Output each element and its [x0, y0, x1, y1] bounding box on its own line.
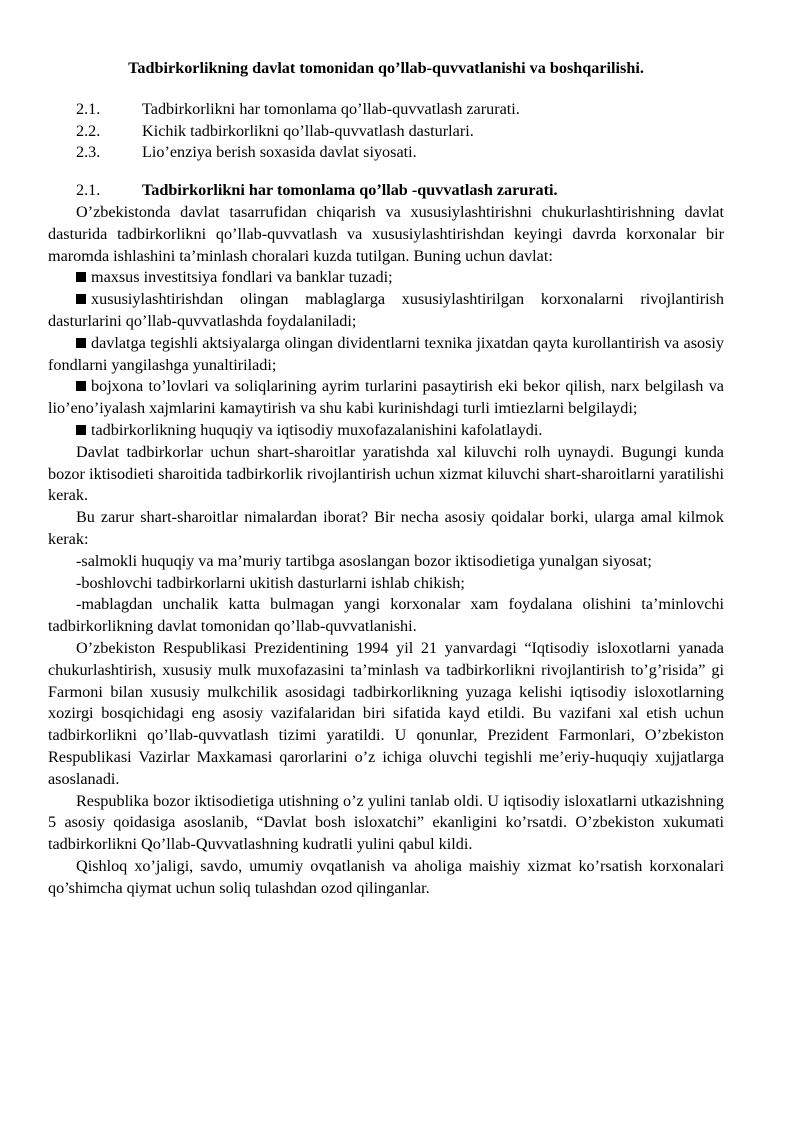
- toc-number: 2.3.: [76, 143, 101, 162]
- toc-item: [48, 99, 724, 121]
- decree-paragraph: O’zbekiston Respublikasi Prezidentining 1994 yil 21 yanvardagi “Iqtisodiy isloxotlarni yanada chukurlashtirish, xususiy mulk muxofazasini ta’minlash va tadbirkorlikni rivojlantirish to’g’risida” gi Farmoni bilan xususiy mulkchilik asosidagi tadbirkorlikning yuzaga kelishi iqtisodiy isloxotlarning xozirgi bosqichidagi eng asosiy vazifalaridan biri sifatida kayd etildi. Bu vazifani xal etish uchun tadbirkorlikni qo’llab-quvvatlash tizimi yaratildi. U qonunlar, Prezident Farmonlari, O’zbekiston Respublikasi Vazirlar Maxkamasi qarorlarini o’z ichiga oluvchi tegishli me’eriy-huquqiy xujjatlarga asoslanadi.: [48, 638, 724, 788]
- tax-paragraph: Qishloq xo’jaligi, savdo, umumiy ovqatlanish va aholiga maishiy xizmat ko’rsatish korxonalari qo’shimcha qiymat uchun soliq tulashdan ozod qilinganlar.: [48, 856, 724, 897]
- path-paragraph: Respublika bozor iktisodietiga utishning o’z yulini tanlab oldi. U iqtisodiy isloxatlarni utkazishning 5 asosiy qoidasiga asoslanib, “Davlat bosh isloxatchi” ekanligini ko’rsatdi. O’zbekiston xukumati tadbirkorlikni Qo’llab-Quvvatlashning kudratli yulini qabul kildi.: [48, 791, 724, 854]
- black-square-icon: [76, 272, 86, 282]
- bullet-text: tadbirkorlikning huquqiy va iqtisodiy muxofazalanishini kafolatlaydi.: [91, 420, 543, 439]
- dash-item: -boshlovchi tadbirkorlarni ukitish dasturlarni ishlab chikish;: [76, 573, 465, 592]
- bullet-text: davlatga tegishli aktsiyalarga olingan dividentlarni texnika jixatdan qayta kurollantirish va asosiy fondlarni yangilashga yunaltiriladi;: [48, 333, 724, 374]
- bullet-text: bojxona to’lovlari va soliqlarining ayrim turlarini pasaytirish eki bekor qilish, narx belgilash va lio’eno’iyalash xajmlarini kamaytirish va shu kabi kurinishdagi turli imtiezlarni belgilaydi;: [48, 377, 724, 418]
- document-title: Tadbirkorlikning davlat tomonidan qo’llab-quvvatlanishi va boshqarilishi.: [128, 59, 644, 77]
- dash-item: -mablagdan unchalik katta bulmagan yangi korxonalar xam foydalana olishini ta’minlovchi tadbirkorlikning davlat tomonidan qo’llab-quvvatlanishi.: [48, 595, 724, 636]
- section-heading: [48, 180, 724, 202]
- bullet-item: [48, 289, 724, 333]
- section-number: 2.1.: [76, 181, 101, 200]
- bullet-item: [48, 376, 724, 420]
- toc-text: Kichik tadbirkorlikni qo’llab-quvvatlash dasturlari.: [142, 121, 474, 140]
- toc-number: 2.2.: [76, 121, 101, 140]
- bullet-item: [48, 333, 724, 377]
- question-paragraph: Bu zarur shart-sharoitlar nimalardan iborat? Bir necha asosiy qoidalar borki, ularga amal kilmok kerak:: [48, 508, 724, 548]
- table-of-contents: [48, 99, 724, 164]
- bullet-text: xususiylashtirishdan olingan mablaglarga xususiylashtirilgan korxonalarni rivojlantirish dasturlarini qo’llab-quvvatlashda foydalaniladi;: [48, 290, 724, 330]
- black-square-icon: [76, 294, 86, 304]
- black-square-icon: [76, 381, 86, 391]
- toc-number: 2.1.: [76, 99, 101, 118]
- black-square-icon: [76, 425, 86, 435]
- toc-item: [48, 121, 724, 143]
- toc-text: Tadbirkorlikni har tomonlama qo’llab-quvvatlash zarurati.: [142, 99, 520, 118]
- bullet-text: maxsus investitsiya fondlari va banklar tuzadi;: [91, 268, 393, 287]
- role-paragraph: Davlat tadbirkorlar uchun shart-sharoitlar yaratishda xal kiluvchi rolh uynaydi. Bugungi kunda bozor iktisodieti sharoitida tadbirkorlik rivojlantirish uchun xizmat kiluvchi shart-sharoitlarni yaratilishi kerak.: [48, 442, 724, 505]
- black-square-icon: [76, 338, 86, 348]
- toc-text: Lio’enziya berish soxasida davlat siyosati.: [142, 143, 417, 162]
- bullet-item: [48, 420, 724, 442]
- toc-item: [48, 142, 724, 164]
- document-page: [48, 58, 724, 899]
- bullet-item: [48, 267, 724, 289]
- dash-item: -salmokli huquqiy va ma’muriy tartibga asoslangan bozor iktisodietiga yunalgan siyosat;: [76, 551, 652, 570]
- section-title: Tadbirkorlikni har tomonlama qo’llab -quvvatlash zarurati.: [142, 181, 558, 200]
- intro-paragraph: O’zbekistonda davlat tasarrufidan chiqarish va xususiylashtirishni chukurlashtirishning davlat dasturida tadbirkorlikni qo’llab-quvvatlash va xususiylashtirishdan keyingi davrda korxonalar bir maromda ishlashini ta’minlash choralari kuzda tutilgan. Buning uchun davlat:: [48, 202, 724, 265]
